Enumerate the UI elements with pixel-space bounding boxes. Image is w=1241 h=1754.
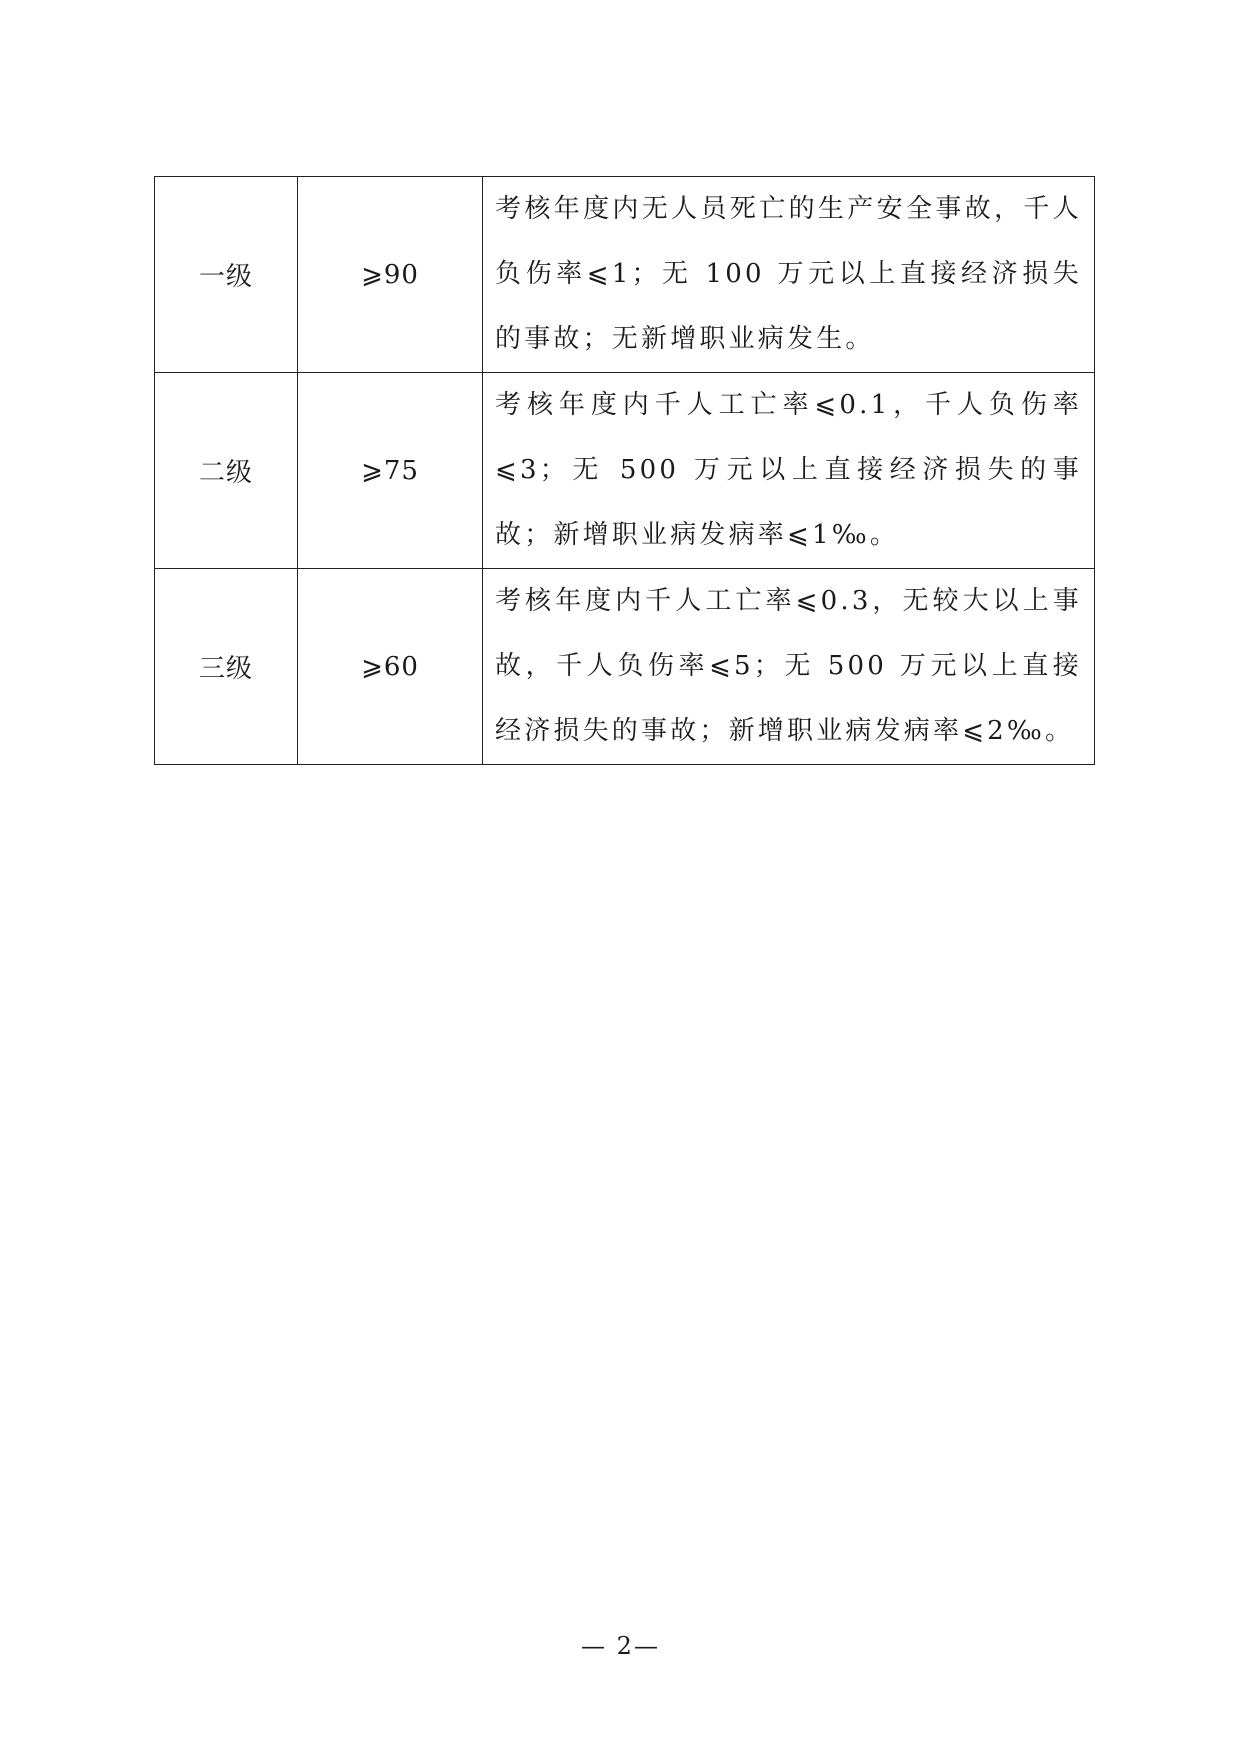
score-cell: ⩾90: [298, 177, 483, 373]
table-row: [155, 177, 1095, 373]
criteria-cell: 考核年度内千人工亡率⩽0.1，千人负伤率⩽3；无 500 万元以上直接经济损失的事故；新增职业病发病率⩽1‰。: [483, 373, 1095, 569]
grade-cell: 二级: [155, 373, 298, 569]
grade-cell: 三级: [155, 569, 298, 765]
table-row: [155, 373, 1095, 569]
score-cell: ⩾75: [298, 373, 483, 569]
grade-cell: 一级: [155, 177, 298, 373]
page-number: — 2—: [581, 1632, 660, 1660]
score-cell: ⩾60: [298, 569, 483, 765]
table-row: [155, 569, 1095, 765]
criteria-cell: 考核年度内无人员死亡的生产安全事故，千人负伤率⩽1；无 100 万元以上直接经济损失的事故；无新增职业病发生。: [483, 177, 1095, 373]
criteria-cell: 考核年度内千人工亡率⩽0.3，无较大以上事故，千人负伤率⩽5；无 500 万元以上直接经济损失的事故；新增职业病发病率⩽2‰。: [483, 569, 1095, 765]
safety-grade-table: [154, 176, 1095, 765]
